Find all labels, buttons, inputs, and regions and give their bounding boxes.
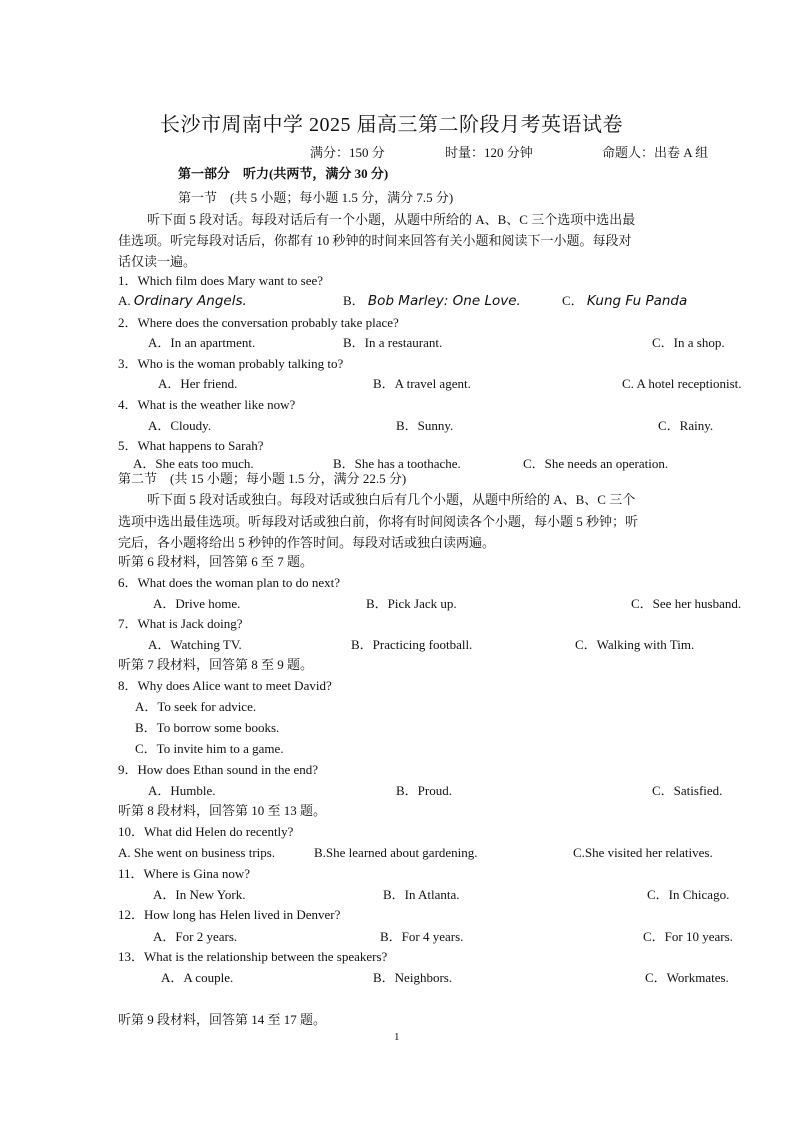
section1-instruction: 听下面 5 段对话。每段对话后有一个小题，从题中所给的 A、B、C 三个选项中选出最 (147, 212, 636, 227)
option-c-prefix: C． (562, 293, 584, 308)
question-13-stem: 13．What is the relationship between the speakers? (118, 949, 388, 964)
question-11-option-b: B．In Atlanta. (383, 887, 460, 902)
question-12-option-a: A．For 2 years. (153, 929, 238, 944)
question-1-option-c (562, 293, 687, 309)
section1-heading: 第一节 (共 5 小题；每小题 1.5 分，满分 7.5 分) (178, 190, 454, 205)
exam-time: 时量：120 分钟 (445, 145, 533, 160)
question-12-stem: 12．How long has Helen lived in Denver? (118, 907, 341, 922)
question-1-stem: 1．Which film does Mary want to see? (118, 273, 324, 288)
question-2-stem: 2．Where does the conversation probably take place? (118, 315, 399, 330)
question-9-option-b: B．Proud. (396, 783, 452, 798)
question-11-option-a: A．In New York. (153, 887, 246, 902)
page-number: 1 (394, 1031, 400, 1043)
question-11-stem: 11．Where is Gina now? (118, 866, 251, 881)
question-2-option-c: C．In a shop. (652, 335, 725, 350)
question-2-option-b: B．In a restaurant. (343, 335, 443, 350)
question-13-option-b: B．Neighbors. (373, 970, 453, 985)
question-7-option-b: B．Practicing football. (351, 637, 473, 652)
section2-instruction: 选项中选出最佳选项。听每段对话或独白前，你将有时间阅读各个小题，每小题 5 秒钟；听 (118, 514, 639, 529)
question-10-option-c: C.She visited her relatives. (573, 845, 713, 860)
question-6-stem: 6．What does the woman plan to do next? (118, 575, 341, 590)
option-b-text: Bob Marley: One Love. (367, 293, 521, 309)
material-6-instruction: 听第 6 段材料，回答第 6 至 7 题。 (118, 554, 314, 569)
option-a-prefix: A. (118, 293, 131, 308)
question-8-stem: 8．Why does Alice want to meet David? (118, 678, 332, 693)
question-11-option-c: C．In Chicago. (647, 887, 730, 902)
question-6-option-b: B．Pick Jack up. (366, 596, 457, 611)
question-7-stem: 7．What is Jack doing? (118, 616, 243, 631)
question-3-stem: 3．Who is the woman probably talking to? (118, 356, 344, 371)
section1-instruction: 佳选项。听完每段对话后，你都有 10 秒钟的时间来回答有关小题和阅读下一小题。每段对 (118, 233, 632, 248)
material-8-instruction: 听第 8 段材料，回答第 10 至 13 题。 (118, 803, 327, 818)
question-4-option-c: C．Rainy. (658, 418, 714, 433)
question-13-option-a: A．A couple. (161, 970, 234, 985)
option-c-text: Kung Fu Panda (586, 293, 688, 309)
question-1-option-b (343, 293, 521, 309)
part1-heading: 第一部分 听力(共两节，满分 30 分) (178, 166, 389, 181)
question-6-option-c: C．See her husband. (631, 596, 742, 611)
question-8-option-c: C．To invite him to a game. (135, 741, 284, 756)
question-4-stem: 4．What is the weather like now? (118, 397, 296, 412)
exam-author: 命题人：出卷 A 组 (602, 145, 709, 160)
question-3-option-b: B．A travel agent. (373, 376, 471, 391)
question-5-option-b: B．She has a toothache. (333, 456, 461, 471)
section2-instruction: 完后，各小题将给出 5 秒钟的作答时间。每段对话或独白读两遍。 (118, 535, 496, 550)
question-5-stem: 5．What happens to Sarah? (118, 438, 264, 453)
question-12-option-b: B．For 4 years. (380, 929, 464, 944)
question-3-option-c: C. A hotel receptionist. (622, 376, 742, 391)
question-2-option-a: A．In an apartment. (148, 335, 256, 350)
question-4-option-a: A．Cloudy. (148, 418, 212, 433)
question-10-stem: 10．What did Helen do recently? (118, 824, 294, 839)
question-10-option-a: A. She went on business trips. (118, 845, 276, 860)
question-1-option-a (118, 293, 247, 309)
section1-instruction: 话仅读一遍。 (118, 254, 197, 269)
section2-instruction: 听下面 5 段对话或独白。每段对话或独白后有几个小题，从题中所给的 A、B、C 三个 (147, 492, 636, 507)
section2-heading: 第二节 (共 15 小题；每小题 1.5 分，满分 22.5 分) (118, 471, 407, 486)
question-9-option-c: C．Satisfied. (652, 783, 723, 798)
question-3-option-a: A．Her friend. (158, 376, 238, 391)
question-7-option-c: C．Walking with Tim. (575, 637, 695, 652)
question-5-option-a: A．She eats too much. (133, 456, 254, 471)
material-9-instruction: 听第 9 段材料，回答第 14 至 17 题。 (118, 1012, 327, 1027)
question-9-option-a: A．Humble. (148, 783, 216, 798)
question-5-option-c: C．She needs an operation. (523, 456, 669, 471)
question-9-stem: 9．How does Ethan sound in the end? (118, 762, 319, 777)
page-title: 长沙市周南中学 2025 届高三第二阶段月考英语试卷 (160, 114, 623, 136)
question-8-option-a: A．To seek for advice. (135, 699, 257, 714)
full-score: 满分：150 分 (310, 145, 385, 160)
question-10-option-b: B.She learned about gardening. (314, 845, 478, 860)
question-13-option-c: C．Workmates. (645, 970, 729, 985)
option-a-text: Ordinary Angels. (133, 293, 247, 309)
option-b-prefix: B． (343, 293, 365, 308)
question-8-option-b: B．To borrow some books. (135, 720, 280, 735)
question-7-option-a: A．Watching TV. (148, 637, 242, 652)
question-6-option-a: A．Drive home. (153, 596, 241, 611)
question-4-option-b: B．Sunny. (396, 418, 454, 433)
question-12-option-c: C．For 10 years. (643, 929, 733, 944)
material-7-instruction: 听第 7 段材料，回答第 8 至 9 题。 (118, 657, 314, 672)
